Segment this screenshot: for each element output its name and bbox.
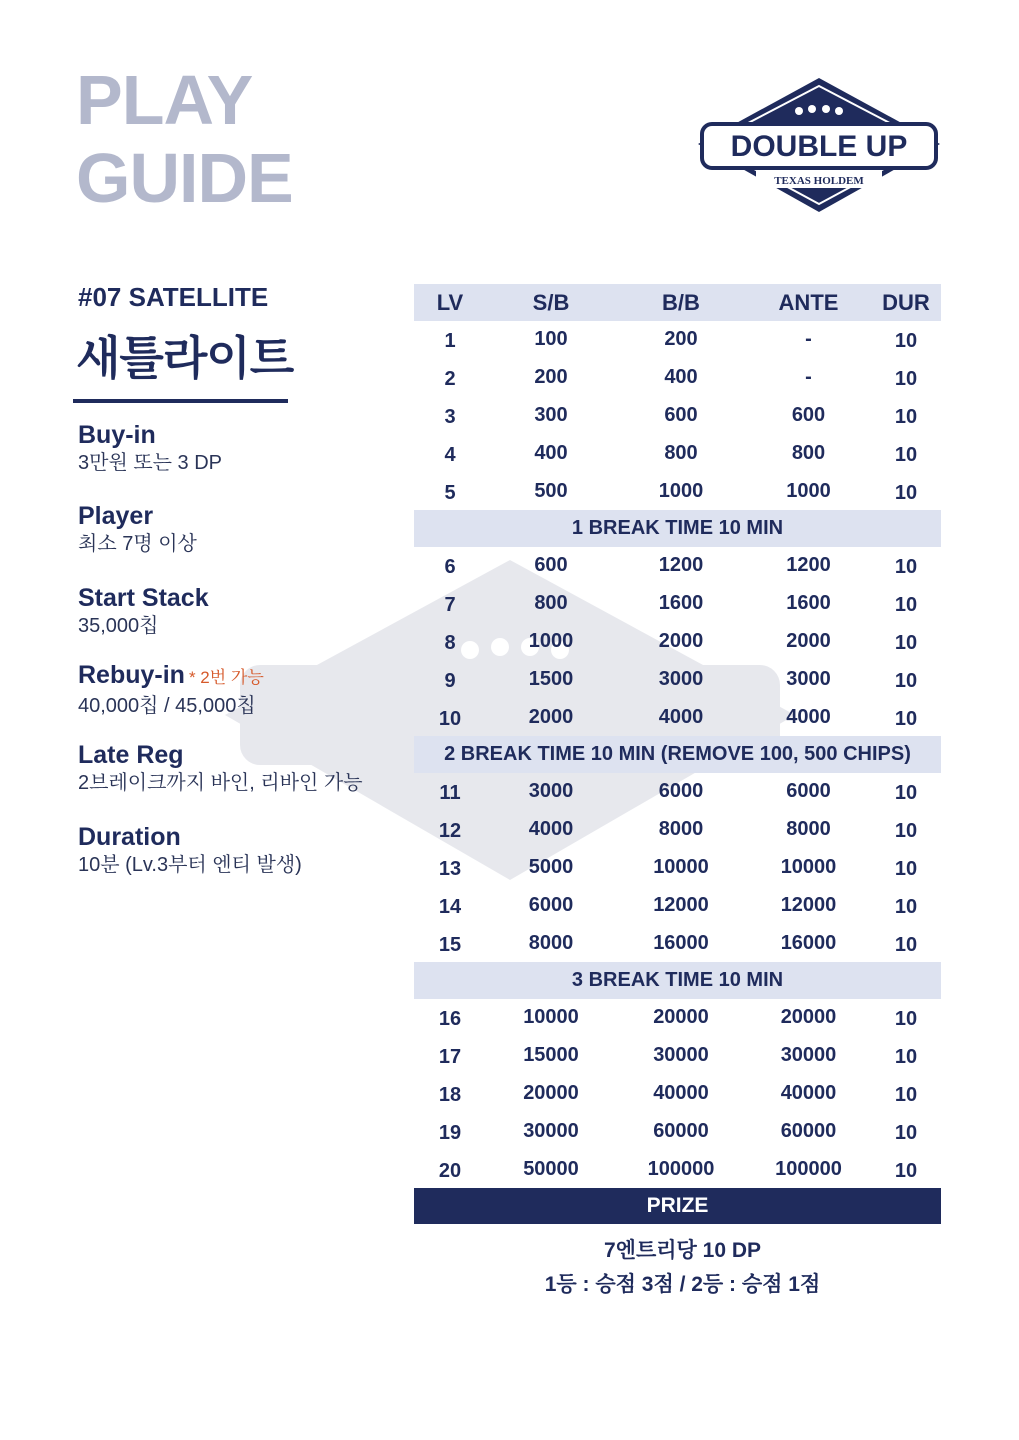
logo-text: DOUBLE UP bbox=[730, 130, 908, 163]
info-label: Duration bbox=[78, 823, 181, 851]
header-bb: B/B bbox=[662, 289, 700, 315]
prize-line-1: 7엔트리당 10 DP bbox=[603, 1239, 762, 1262]
cell-ante: 60000 bbox=[780, 1119, 837, 1142]
cell-bb: 2000 bbox=[658, 629, 704, 652]
info-value: 10분 (Lv.3부터 엔티 발생) bbox=[78, 854, 302, 876]
info-value: 2브레이크까지 바인, 리바인 가능 bbox=[78, 772, 363, 794]
blind-structure-table bbox=[414, 284, 941, 1188]
cell-bb: 1200 bbox=[658, 554, 704, 577]
cell-sb: 200 bbox=[534, 366, 568, 389]
info-label bbox=[78, 660, 398, 693]
cell-ante: 12000 bbox=[780, 893, 837, 916]
prize-line-2: 1등 : 승점 3점 / 2등 : 승점 1점 bbox=[544, 1273, 821, 1296]
info-label: Player bbox=[78, 502, 154, 530]
cell-dur: 10 bbox=[894, 1046, 918, 1069]
cell-sb: 300 bbox=[534, 403, 568, 426]
double-up-logo bbox=[694, 76, 944, 216]
table-row bbox=[414, 321, 941, 359]
table-row bbox=[414, 849, 941, 887]
table-row bbox=[414, 359, 941, 397]
cell-dur: 10 bbox=[894, 1159, 918, 1182]
title-line-2: GUIDE bbox=[76, 139, 293, 217]
cell-bb: 6000 bbox=[658, 780, 704, 803]
cell-bb: 30000 bbox=[653, 1044, 709, 1067]
cell-dur: 10 bbox=[894, 481, 918, 504]
cell-bb: 4000 bbox=[658, 705, 704, 728]
cell-sb: 100 bbox=[534, 328, 568, 351]
cell-dur: 10 bbox=[894, 1083, 918, 1106]
cell-ante: 30000 bbox=[780, 1044, 837, 1067]
cell-dur: 10 bbox=[894, 330, 918, 353]
cell-sb: 20000 bbox=[523, 1081, 579, 1104]
cell-sb: 400 bbox=[534, 441, 568, 464]
cell-bb: 400 bbox=[664, 366, 698, 389]
cell-lv: 15 bbox=[438, 933, 462, 956]
info-start-stack bbox=[78, 583, 398, 639]
cell-lv: 3 bbox=[444, 405, 456, 428]
cell-lv: 11 bbox=[439, 782, 461, 805]
cell-sb: 5000 bbox=[528, 855, 574, 878]
title-line-1: PLAY bbox=[76, 61, 253, 139]
cell-lv: 6 bbox=[444, 556, 456, 579]
cell-ante: 2000 bbox=[786, 629, 831, 652]
cell-sb: 30000 bbox=[523, 1119, 579, 1142]
cell-sb: 600 bbox=[534, 554, 568, 577]
table-row bbox=[414, 434, 941, 472]
table-row bbox=[414, 547, 941, 585]
cell-ante: 8000 bbox=[786, 818, 831, 841]
cell-sb: 6000 bbox=[528, 893, 574, 916]
cell-lv: 1 bbox=[444, 330, 456, 353]
cell-dur: 10 bbox=[894, 895, 918, 918]
info-value: 최소 7명 이상 bbox=[78, 533, 197, 555]
cell-lv: 2 bbox=[444, 368, 456, 391]
break-row: 1 BREAK TIME 10 MIN bbox=[414, 510, 941, 547]
cell-lv: 19 bbox=[438, 1121, 462, 1144]
cell-dur: 10 bbox=[894, 594, 918, 617]
rebuy-note: * 2번 가능 bbox=[188, 668, 264, 687]
table-row bbox=[414, 811, 941, 849]
cell-lv: 10 bbox=[438, 707, 462, 730]
cell-dur: 10 bbox=[894, 669, 918, 692]
cell-bb: 10000 bbox=[653, 855, 709, 878]
page-title bbox=[76, 62, 293, 218]
cell-sb: 15000 bbox=[523, 1044, 579, 1067]
cell-ante: 600 bbox=[791, 403, 826, 426]
cell-dur: 10 bbox=[894, 820, 918, 843]
header-dur: DUR bbox=[882, 289, 930, 315]
break-row: 3 BREAK TIME 10 MIN bbox=[414, 962, 941, 999]
cell-sb: 800 bbox=[534, 592, 568, 615]
table-row bbox=[414, 397, 941, 435]
cell-lv: 18 bbox=[438, 1083, 462, 1106]
cell-sb: 1500 bbox=[528, 667, 574, 690]
logo-subtext: TEXAS HOLDEM bbox=[774, 175, 864, 187]
cell-bb: 60000 bbox=[653, 1119, 709, 1142]
cell-dur: 10 bbox=[894, 405, 918, 428]
cell-sb: 10000 bbox=[523, 1006, 579, 1029]
cell-dur: 10 bbox=[894, 631, 918, 654]
cell-sb: 8000 bbox=[528, 931, 574, 954]
table-row bbox=[414, 623, 941, 661]
info-duration bbox=[78, 822, 398, 878]
cell-lv: 4 bbox=[444, 443, 456, 466]
cell-lv: 16 bbox=[438, 1008, 462, 1031]
table-row bbox=[414, 886, 941, 924]
info-value: 40,000칩 / 45,000칩 bbox=[78, 695, 256, 717]
cell-sb: 1000 bbox=[528, 629, 574, 652]
table-row bbox=[414, 585, 941, 623]
info-label: Buy-in bbox=[78, 421, 156, 449]
info-late-reg bbox=[78, 740, 398, 796]
cell-ante: - bbox=[805, 328, 812, 351]
cell-dur: 10 bbox=[894, 707, 918, 730]
cell-lv: 5 bbox=[444, 481, 456, 504]
cell-dur: 10 bbox=[894, 782, 918, 805]
cell-lv: 7 bbox=[444, 594, 456, 617]
cell-bb: 100000 bbox=[647, 1157, 715, 1180]
cell-sb: 4000 bbox=[528, 818, 574, 841]
table-row bbox=[414, 924, 941, 962]
cell-bb: 12000 bbox=[653, 893, 709, 916]
cell-ante: 16000 bbox=[780, 931, 837, 954]
header-sb: S/B bbox=[532, 289, 570, 315]
header-ante: ANTE bbox=[778, 289, 839, 315]
table-row bbox=[414, 660, 941, 698]
cell-dur: 10 bbox=[894, 933, 918, 956]
cell-ante: 100000 bbox=[775, 1157, 842, 1180]
cell-bb: 1600 bbox=[658, 592, 704, 615]
cell-dur: 10 bbox=[894, 1008, 918, 1031]
table-header bbox=[414, 284, 941, 321]
cell-ante: 10000 bbox=[780, 855, 837, 878]
cell-bb: 16000 bbox=[653, 931, 709, 954]
table-row bbox=[414, 698, 941, 736]
info-label-text: Rebuy-in bbox=[78, 661, 185, 689]
cell-bb: 8000 bbox=[658, 818, 704, 841]
cell-bb: 3000 bbox=[658, 667, 704, 690]
cell-lv: 20 bbox=[438, 1159, 462, 1182]
info-label: Late Reg bbox=[78, 741, 184, 769]
info-player bbox=[78, 501, 398, 557]
cell-lv: 8 bbox=[444, 631, 456, 654]
info-buy-in bbox=[78, 420, 398, 476]
table-row bbox=[414, 1075, 941, 1113]
cell-bb: 800 bbox=[664, 441, 698, 464]
cell-ante: - bbox=[805, 366, 812, 389]
cell-bb: 40000 bbox=[653, 1081, 709, 1104]
cell-ante: 800 bbox=[791, 441, 826, 464]
cell-sb: 50000 bbox=[523, 1157, 579, 1180]
table-row bbox=[414, 1150, 941, 1188]
cell-dur: 10 bbox=[894, 556, 918, 579]
info-rebuy-in bbox=[78, 660, 398, 719]
table-row bbox=[414, 1112, 941, 1150]
cell-bb: 600 bbox=[664, 403, 698, 426]
cell-ante: 4000 bbox=[786, 705, 831, 728]
divider bbox=[73, 399, 288, 403]
table-row bbox=[414, 472, 941, 510]
cell-lv: 17 bbox=[438, 1046, 462, 1069]
cell-lv: 13 bbox=[438, 857, 462, 880]
header-lv: LV bbox=[436, 289, 464, 315]
cell-lv: 12 bbox=[438, 820, 462, 843]
cell-lv: 14 bbox=[438, 895, 462, 918]
info-value: 3만원 또는 3 DP bbox=[78, 452, 222, 474]
table-row bbox=[414, 773, 941, 811]
cell-sb: 2000 bbox=[528, 705, 574, 728]
cell-dur: 10 bbox=[894, 1121, 918, 1144]
cell-ante: 3000 bbox=[786, 667, 831, 690]
table-body bbox=[414, 321, 941, 1188]
event-name: 새틀라이트 bbox=[76, 332, 294, 384]
prize-header: PRIZE bbox=[414, 1188, 941, 1224]
cell-bb: 20000 bbox=[653, 1006, 709, 1029]
cell-ante: 1600 bbox=[786, 592, 831, 615]
cell-dur: 10 bbox=[894, 443, 918, 466]
cell-ante: 1200 bbox=[786, 554, 831, 577]
event-code: #07 SATELLITE bbox=[78, 282, 269, 312]
cell-ante: 20000 bbox=[780, 1006, 837, 1029]
cell-lv: 9 bbox=[444, 669, 456, 692]
info-value: 35,000칩 bbox=[78, 615, 159, 637]
cell-bb: 200 bbox=[664, 328, 698, 351]
cell-ante: 40000 bbox=[780, 1081, 837, 1104]
cell-dur: 10 bbox=[894, 368, 918, 391]
table-row bbox=[414, 999, 941, 1037]
break-row: 2 BREAK TIME 10 MIN (REMOVE 100, 500 CHIPS) bbox=[414, 736, 941, 773]
cell-bb: 1000 bbox=[658, 479, 704, 502]
cell-ante: 1000 bbox=[786, 479, 831, 502]
cell-dur: 10 bbox=[894, 857, 918, 880]
cell-sb: 500 bbox=[534, 479, 568, 502]
cell-ante: 6000 bbox=[786, 780, 831, 803]
table-row bbox=[414, 1037, 941, 1075]
info-label: Start Stack bbox=[78, 584, 209, 612]
cell-sb: 3000 bbox=[528, 780, 574, 803]
